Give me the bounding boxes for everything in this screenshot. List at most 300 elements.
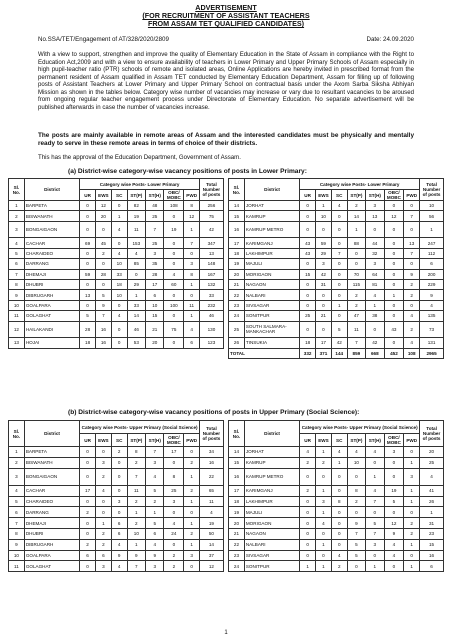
table-cell: 7 xyxy=(347,338,365,348)
table-cell: 16 xyxy=(229,221,245,238)
table-cell: 0 xyxy=(404,550,420,561)
column-header: Total Number of posts xyxy=(200,179,224,201)
column-header: EWS xyxy=(316,190,332,201)
table-cell: 0 xyxy=(366,321,384,338)
table-cell: 0 xyxy=(300,211,316,221)
table-cell: 3 xyxy=(184,259,200,269)
table-cell: 46 xyxy=(200,311,224,321)
table-cell: 1 xyxy=(366,561,384,572)
total-cell: 668 xyxy=(366,348,384,358)
district-cell: NAGAON xyxy=(244,529,299,540)
table-cell: 0 xyxy=(404,221,420,238)
table-cell: 29 xyxy=(127,279,145,289)
table-cell: 9 xyxy=(95,300,111,310)
table-cell: 0 xyxy=(127,269,145,279)
table-cell: 0 xyxy=(384,507,404,518)
table-cell: 0 xyxy=(184,507,200,518)
table-cell: 4 xyxy=(111,311,127,321)
table-cell: 2 xyxy=(404,321,420,338)
table-cell: 23 xyxy=(229,550,245,561)
table-cell: 70 xyxy=(347,269,365,279)
table-cell: 13 xyxy=(366,211,384,221)
table-cell: 1 xyxy=(184,279,200,289)
table-cell: 0 xyxy=(80,279,96,289)
table-cell: 0 xyxy=(184,447,200,458)
table-cell: 0 xyxy=(300,321,316,338)
table-cell: 1 xyxy=(347,221,365,238)
table-cell: 12 xyxy=(384,518,404,529)
table-cell: 0 xyxy=(80,201,96,211)
table-cell: 1 xyxy=(316,201,332,211)
category-group-header: Category wise Posts- Lower Primary xyxy=(80,179,200,190)
column-header: OBC/ MOBC xyxy=(164,434,184,447)
table-cell: 12 xyxy=(184,211,200,221)
district-cell: SIVSAGAR xyxy=(244,550,299,561)
table-row xyxy=(9,507,444,518)
table-cell: 1 xyxy=(331,457,347,468)
table-cell: 19 xyxy=(127,211,145,221)
table-cell: 16 xyxy=(95,321,111,338)
lower-primary-vacancy-table xyxy=(8,178,444,359)
table-cell: 4 xyxy=(146,539,164,550)
blank-cell xyxy=(184,348,200,358)
table-cell: 0 xyxy=(164,539,184,550)
district-cell: BARPETA xyxy=(24,201,79,211)
table-cell: 0 xyxy=(331,290,347,300)
table-cell: 28 xyxy=(146,269,164,279)
table-cell: 3 xyxy=(111,496,127,507)
table-cell: 19 xyxy=(164,221,184,238)
table-cell: 8 xyxy=(347,485,365,496)
table-cell: 0 xyxy=(384,468,404,485)
table-cell: 5 xyxy=(347,550,365,561)
table-cell: 131 xyxy=(420,338,444,348)
table-cell: 9 xyxy=(127,550,145,561)
table-cell: 247 xyxy=(420,238,444,248)
table-cell: 69 xyxy=(80,238,96,248)
district-cell: SOUTH SALMARA-MANKACHAR xyxy=(244,321,299,338)
table-cell: 0 xyxy=(384,279,404,289)
table-cell: 25 xyxy=(164,485,184,496)
column-header: UR xyxy=(300,434,316,447)
table-cell: 8 xyxy=(184,269,200,279)
table-cell: 4 xyxy=(111,248,127,258)
table-cell: 22 xyxy=(229,539,245,550)
table-cell: 0 xyxy=(164,311,184,321)
district-cell: HAILAKANDI xyxy=(24,321,79,338)
page-title: ADVERTISEMENT xyxy=(195,3,257,12)
table-cell: 35 xyxy=(146,259,164,269)
table-cell: 6 xyxy=(420,259,444,269)
table-cell: 11 xyxy=(127,221,145,238)
table-cell: 0 xyxy=(347,248,365,258)
district-cell: GOLAGHAT xyxy=(24,311,79,321)
upper-primary-vacancy-table xyxy=(8,420,444,572)
table-cell: 7 xyxy=(9,269,25,279)
table-cell: 2 xyxy=(9,457,25,468)
table-cell: 15 xyxy=(146,311,164,321)
table-cell: 8 xyxy=(9,279,25,289)
table-cell: 13 xyxy=(404,238,420,248)
table-cell: 17 xyxy=(229,238,245,248)
table-cell: 7 xyxy=(331,248,347,258)
column-header: Sl. No. xyxy=(229,179,245,201)
district-cell: BONGAIGAON xyxy=(24,221,79,238)
table-cell: 50 xyxy=(200,529,224,540)
table-cell: 11 xyxy=(184,300,200,310)
table-cell: 2 xyxy=(347,300,365,310)
column-header: Total Number of posts xyxy=(200,421,224,447)
table-cell: 123 xyxy=(200,338,224,348)
table-cell: 2 xyxy=(184,457,200,468)
table-cell: 232 xyxy=(200,300,224,310)
table-cell: 1 xyxy=(316,561,332,572)
table-cell: 7 xyxy=(404,211,420,221)
column-header: SC xyxy=(331,190,347,201)
table-cell: 0 xyxy=(331,259,347,269)
table-cell: 10 xyxy=(9,300,25,310)
table-cell: 2 xyxy=(111,447,127,458)
column-header: ST(H) xyxy=(146,434,164,447)
column-header: ST(P) xyxy=(347,190,365,201)
table-cell: 6 xyxy=(95,550,111,561)
table-cell: 0 xyxy=(316,221,332,238)
table-cell: 8 xyxy=(164,468,184,485)
table-cell: 4 xyxy=(127,248,145,258)
table-cell: 0 xyxy=(384,338,404,348)
table-cell: 2 xyxy=(347,496,365,507)
table-cell: 0 xyxy=(316,300,332,310)
table-cell: 229 xyxy=(420,279,444,289)
table-cell: 0 xyxy=(80,518,96,529)
table-cell: 0 xyxy=(111,507,127,518)
table-cell: 0 xyxy=(384,201,404,211)
table-cell: 29 xyxy=(316,248,332,258)
district-cell: KARIMGANJ xyxy=(244,238,299,248)
table-cell: 6 xyxy=(420,561,444,572)
table-cell: 1 xyxy=(9,201,25,211)
table-cell: 17 xyxy=(80,485,96,496)
district-cell: MORIGAON xyxy=(244,518,299,529)
table-cell: 42 xyxy=(366,338,384,348)
table-cell: 21 xyxy=(316,311,332,321)
table-cell: 4 xyxy=(164,269,184,279)
column-header: UR xyxy=(80,434,96,447)
table-cell: 3 xyxy=(366,201,384,211)
table-row xyxy=(9,539,444,550)
table-row xyxy=(9,457,444,468)
table-cell: 0 xyxy=(366,221,384,238)
table-cell: 19 xyxy=(200,518,224,529)
table-cell: 42 xyxy=(331,338,347,348)
remote-areas-note: The posts are mainly available in remote areas of Assam and the interested candidates must be physically and mentally ready to serve in these remote areas in terms of choice of their districts. xyxy=(38,132,414,147)
table-cell: 1 xyxy=(404,496,420,507)
table-cell: 11 xyxy=(9,311,25,321)
column-header: ST(H) xyxy=(366,190,384,201)
table-cell: 5 xyxy=(9,496,25,507)
table-cell: 43 xyxy=(384,321,404,338)
table-cell: 25 xyxy=(229,321,245,338)
table-cell: 0 xyxy=(384,259,404,269)
table-cell: 0 xyxy=(331,507,347,518)
table-cell: 19 xyxy=(229,259,245,269)
table-cell: 9 xyxy=(146,550,164,561)
table-cell: 0 xyxy=(316,550,332,561)
table-cell: 5 xyxy=(80,311,96,321)
table-cell: 20 xyxy=(95,211,111,221)
table-cell: 1 xyxy=(366,300,384,310)
reference-number: No.SSA/TET/Engagement of AT/328/2020/2809 xyxy=(38,36,169,43)
table-cell: 1 xyxy=(404,485,420,496)
table-row xyxy=(9,529,444,540)
table-row xyxy=(9,338,444,348)
table-cell: 2 xyxy=(95,468,111,485)
column-header: PWD xyxy=(404,434,420,447)
table-cell: 88 xyxy=(347,238,365,248)
table-cell: 32 xyxy=(366,248,384,258)
table-cell: 22 xyxy=(229,290,245,300)
table-cell: 23 xyxy=(420,529,444,540)
table-cell: 41 xyxy=(420,485,444,496)
table-cell: 4 xyxy=(316,518,332,529)
table-cell: 10 xyxy=(316,211,332,221)
table-row xyxy=(9,321,444,338)
district-cell: DARRANG xyxy=(24,507,79,518)
column-header: PWD xyxy=(184,434,200,447)
table-cell: 0 xyxy=(300,518,316,529)
table-cell: 0 xyxy=(347,507,365,518)
table-cell: 16 xyxy=(420,550,444,561)
table-cell: 7 xyxy=(95,311,111,321)
table-cell: 7 xyxy=(127,561,145,572)
table-cell: 4 xyxy=(366,290,384,300)
table-cell: 13 xyxy=(9,338,25,348)
table-cell: 0 xyxy=(331,529,347,540)
total-cell: 332 xyxy=(300,348,316,358)
table-cell: 6 xyxy=(184,338,200,348)
table-cell: 0 xyxy=(331,279,347,289)
table-cell: 1 xyxy=(127,539,145,550)
table-cell: 16 xyxy=(95,338,111,348)
table-cell: 1 xyxy=(184,518,200,529)
table-cell: 1 xyxy=(404,561,420,572)
table-cell: 7 xyxy=(366,496,384,507)
table-cell: 53 xyxy=(127,338,145,348)
blank-cell xyxy=(24,348,79,358)
column-header: ST(P) xyxy=(347,434,365,447)
table-cell: 25 xyxy=(146,211,164,221)
blank-cell xyxy=(9,348,25,358)
table-cell: 22 xyxy=(200,468,224,485)
table-cell: 1 xyxy=(127,290,145,300)
table-cell: 28 xyxy=(95,269,111,279)
table-row xyxy=(9,201,444,211)
table-cell: 3 xyxy=(9,468,25,485)
table-cell: 4 xyxy=(111,539,127,550)
table-cell: 5 xyxy=(366,518,384,529)
table-cell: 5 xyxy=(9,248,25,258)
table-cell: 0 xyxy=(95,447,111,458)
column-header: ST(H) xyxy=(366,434,384,447)
table-cell: 3 xyxy=(316,259,332,269)
table-cell: 13 xyxy=(80,290,96,300)
table-cell: 31 xyxy=(316,279,332,289)
table-cell: 0 xyxy=(80,561,96,572)
table-cell: 14 xyxy=(200,539,224,550)
table-cell: 7 xyxy=(347,529,365,540)
table-cell: 1 xyxy=(184,496,200,507)
table-cell: 9 xyxy=(111,550,127,561)
table-cell: 4 xyxy=(95,485,111,496)
table-cell: 59 xyxy=(316,238,332,248)
table-cell: 43 xyxy=(300,238,316,248)
table-cell: 31 xyxy=(420,518,444,529)
table-cell: 3 xyxy=(316,496,332,507)
table-cell: 0 xyxy=(184,290,200,300)
table-cell: 75 xyxy=(164,321,184,338)
table-cell: 12 xyxy=(200,561,224,572)
table-cell: 3 xyxy=(404,468,420,485)
table-cell: 0 xyxy=(331,311,347,321)
table-row xyxy=(9,269,444,279)
table-row xyxy=(9,485,444,496)
table-cell: 48 xyxy=(146,201,164,211)
table-cell: 4 xyxy=(9,238,25,248)
table-cell: 1 xyxy=(111,211,127,221)
table-cell: 135 xyxy=(420,311,444,321)
table-cell: 130 xyxy=(200,321,224,338)
table-cell: 0 xyxy=(404,447,420,458)
table-cell: 2 xyxy=(404,529,420,540)
table-cell: 21 xyxy=(229,279,245,289)
table-cell: 6 xyxy=(9,507,25,518)
table-cell: 4 xyxy=(200,507,224,518)
table-cell: 9 xyxy=(347,518,365,529)
table-cell: 0 xyxy=(80,259,96,269)
table-cell: 0 xyxy=(80,300,96,310)
district-cell: DIBRUGARH xyxy=(24,539,79,550)
table-cell: 15 xyxy=(300,269,316,279)
table-cell: 9 xyxy=(9,539,25,550)
table-cell: 18 xyxy=(229,248,245,258)
table-cell: 15 xyxy=(229,457,245,468)
district-cell: GOALPARA xyxy=(24,300,79,310)
table-cell: 5 xyxy=(146,518,164,529)
table-row xyxy=(9,447,444,458)
table-cell: 82 xyxy=(127,201,145,211)
table-cell: 17 xyxy=(146,279,164,289)
table-cell: 15 xyxy=(229,211,245,221)
table-cell: 24 xyxy=(229,561,245,572)
column-header: EWS xyxy=(316,434,332,447)
table-cell: 12 xyxy=(9,321,25,338)
table-cell: 1 xyxy=(184,221,200,238)
district-cell: BONGAIGAON xyxy=(24,468,79,485)
table-cell: 347 xyxy=(200,238,224,248)
district-cell: MAJULI xyxy=(244,259,299,269)
table-cell: 4 xyxy=(366,447,384,458)
table-cell: 0 xyxy=(111,468,127,485)
table-cell: 1 xyxy=(184,539,200,550)
table-cell: 0 xyxy=(111,457,127,468)
table-cell: 4 xyxy=(404,338,420,348)
table-cell: 2 xyxy=(95,529,111,540)
district-cell: JORHAT xyxy=(244,447,299,458)
table-cell: 4 xyxy=(420,300,444,310)
column-header: UR xyxy=(80,190,96,201)
column-header: SC xyxy=(111,434,127,447)
table-cell: 1 xyxy=(404,539,420,550)
table-cell: 2 xyxy=(164,561,184,572)
table-cell: 2 xyxy=(127,457,145,468)
district-cell: CACHAR xyxy=(24,238,79,248)
table-cell: 0 xyxy=(80,447,96,458)
table-cell: 2 xyxy=(164,550,184,561)
table-cell: 75 xyxy=(200,211,224,221)
table-cell: 7 xyxy=(366,529,384,540)
table-cell: 13 xyxy=(200,248,224,258)
table-cell: 0 xyxy=(331,238,347,248)
table-cell: 17 xyxy=(164,447,184,458)
column-header: EWS xyxy=(95,190,111,201)
district-cell: BARPETA xyxy=(24,447,79,458)
table-cell: 1 xyxy=(300,561,316,572)
table-cell: 0 xyxy=(300,221,316,238)
table-cell: 4 xyxy=(331,447,347,458)
table-cell: 0 xyxy=(331,211,347,221)
table-cell: 7 xyxy=(146,447,164,458)
intro-paragraph: With a view to support, strengthen and improve the quality of Elementary Education in the State of Assam in compliance with the Right to Education Act,2009 and with a view to ensure availability of teachers in Lower Primary and Upper Primary Schools of Assam especially in high pupil-teacher ratio (PTR) schools of remote and isolated areas, Online Applications are hereby invited in prescribed format from the permanent resident of Assam qualified in Assam TET conducted by Elementary Education Department, Assam for filling up of following posts of Assistant Teachers at Lower Primary and Upper Primary School on contractual basis under the Axom Sarba Siksha Abhiyan Mission as shown in the tables below. Category wise number of vacancies may increase or vary due to resultant vacancies to be aroused from ongoing regular teacher engagement process under Directorate of Elementary Education. No separate advertisement will be published afterwards in case the number of vacancies increase. xyxy=(38,51,414,111)
table-cell: 0 xyxy=(316,321,332,338)
table-cell: 0 xyxy=(300,550,316,561)
total-row xyxy=(9,348,444,358)
table-cell: 2 xyxy=(127,496,145,507)
column-header: Total Number of posts xyxy=(420,179,444,201)
page-subtitle: (FOR RECRUITMENT OF ASSISTANT TEACHERS xyxy=(142,11,310,20)
column-header: Sl. No. xyxy=(9,421,25,447)
category-group-header: Category wise Posts- Lower Primary xyxy=(300,179,420,190)
table-cell: 0 xyxy=(331,269,347,279)
table-cell: 43 xyxy=(300,248,316,258)
total-cell: 144 xyxy=(331,348,347,358)
table-cell: 2 xyxy=(300,485,316,496)
table-cell: 2 xyxy=(316,457,332,468)
table-cell: 1 xyxy=(184,468,200,485)
table-cell: 1 xyxy=(331,300,347,310)
table-cell: 0 xyxy=(300,507,316,518)
table-cell: 0 xyxy=(384,238,404,248)
table-cell: 4 xyxy=(331,550,347,561)
district-cell: SONITPUR xyxy=(244,311,299,321)
column-header: SC xyxy=(111,190,127,201)
table-cell: 2 xyxy=(404,290,420,300)
table-cell: 3 xyxy=(366,539,384,550)
table-row xyxy=(9,468,444,485)
table-cell: 0 xyxy=(80,211,96,221)
table-cell: 0 xyxy=(331,485,347,496)
table-cell: 4 xyxy=(347,447,365,458)
table-cell: 59 xyxy=(80,269,96,279)
table-cell: 4 xyxy=(300,447,316,458)
table-row xyxy=(9,211,444,221)
table-row xyxy=(9,290,444,300)
table-cell: 8 xyxy=(184,201,200,211)
table-cell: 5 xyxy=(331,321,347,338)
district-cell: LAKHIMPUR xyxy=(244,248,299,258)
table-cell: 2 xyxy=(404,279,420,289)
district-cell: GOLAGHAT xyxy=(24,561,79,572)
table-cell: 9 xyxy=(420,290,444,300)
